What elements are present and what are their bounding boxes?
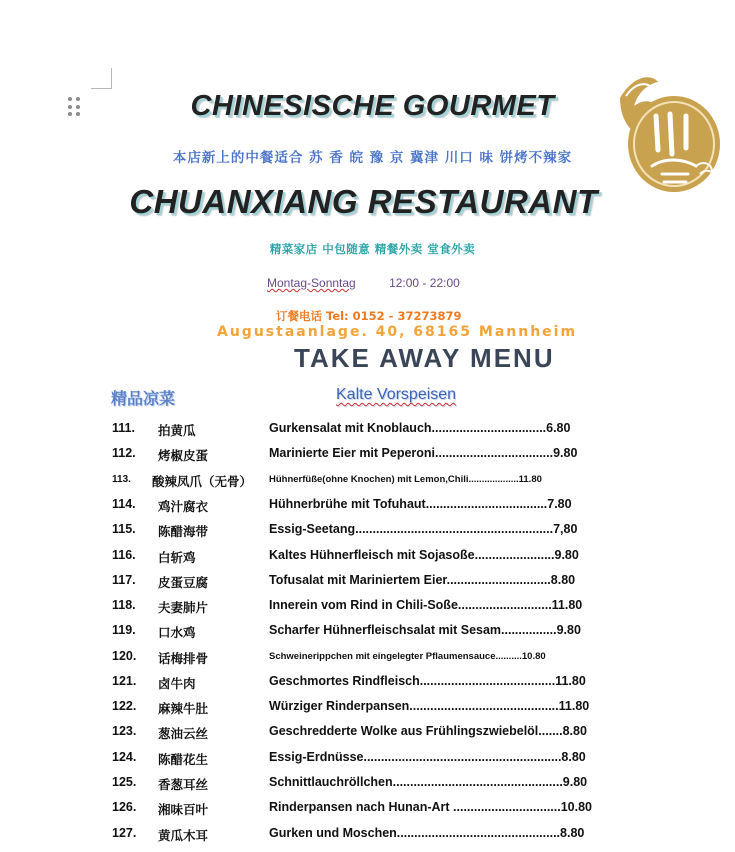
- menu-item: [0, 775, 735, 797]
- item-name-chinese: 鸡汁腐衣: [158, 499, 209, 514]
- item-name-chinese: 烤椒皮蛋: [158, 448, 209, 463]
- item-number: 117.: [112, 573, 136, 587]
- item-number: 127.: [112, 826, 137, 840]
- section-title-chinese: 精品凉菜: [111, 389, 176, 408]
- item-name-chinese: 陈醋海带: [158, 524, 209, 539]
- chinese-services: 精菜家店 中包随意 精餐外卖 堂食外卖: [269, 242, 476, 256]
- item-name-german-price: Geschredderte Wolke aus Frühlingszwiebelöl.......8.80: [269, 724, 587, 738]
- menu-item: [0, 674, 735, 696]
- item-number: 115.: [112, 522, 136, 536]
- item-name-chinese: 陈醋花生: [158, 752, 209, 767]
- phone-number: 订餐电话 Tel: 0152 - 37273879: [276, 309, 462, 323]
- item-number: 118.: [112, 598, 136, 612]
- menu-title: TAKE AWAY MENU: [294, 343, 555, 373]
- item-name-chinese: 酸辣凤爪（无骨）: [152, 474, 253, 489]
- item-name-german-price: Rinderpansen nach Hunan-Art ...............................10.80: [269, 800, 592, 814]
- item-number: 124.: [112, 750, 137, 764]
- chinese-slogan: 本店新上的中餐适合 苏 香 皖 豫 京 冀津 川口 味 饼烤不辣家: [172, 150, 573, 166]
- menu-item: [0, 598, 735, 620]
- item-number: 126.: [112, 800, 137, 814]
- menu-item: [0, 750, 735, 772]
- item-name-german-price: Geschmortes Rindfleisch.......................................11.80: [269, 674, 586, 688]
- menu-item: [0, 497, 735, 519]
- item-number: 112.: [112, 446, 136, 460]
- item-number: 116.: [112, 548, 136, 562]
- item-name-chinese: 湘味百叶: [158, 802, 209, 817]
- menu-item: [0, 522, 735, 544]
- page-corner-mark: [91, 68, 112, 89]
- opening-hours: [267, 276, 460, 290]
- item-name-german-price: Gurken und Moschen...............................................8.80: [269, 826, 585, 840]
- item-number: 111.: [112, 421, 135, 435]
- menu-item: [0, 573, 735, 595]
- title-chinesische-gourmet: CHINESISCHE GOURMET: [190, 90, 555, 122]
- item-number: 119.: [112, 623, 136, 637]
- item-number: 123.: [112, 724, 137, 738]
- item-name-german-price: Schweinerippchen mit eingelegter Pflaumensauce..........10.80: [269, 651, 546, 662]
- item-name-german-price: Essig-Erdnüsse.........................................................8.80: [269, 750, 586, 764]
- item-number: 122.: [112, 699, 137, 713]
- menu-item: [0, 699, 735, 721]
- item-name-chinese: 拍黄瓜: [158, 423, 196, 438]
- item-name-chinese: 卤牛肉: [158, 676, 196, 691]
- item-number: 121.: [112, 674, 137, 688]
- item-name-german-price: Hühnerfüße(ohne Knochen) mit Lemon,Chili...................11.80: [269, 474, 542, 485]
- menu-item: [0, 826, 735, 848]
- opening-time: 12:00 - 22:00: [389, 276, 460, 290]
- item-name-chinese: 话梅排骨: [158, 651, 209, 666]
- opening-days: Montag-Sonntag: [267, 276, 356, 290]
- item-name-german-price: Scharfer Hühnerfleischsalat mit Sesam................9.80: [269, 623, 581, 637]
- item-name-german-price: Kaltes Hühnerfleisch mit Sojasoße.......................9.80: [269, 548, 579, 562]
- item-name-chinese: 香葱耳丝: [158, 777, 209, 792]
- menu-item: [0, 724, 735, 746]
- item-name-chinese: 夫妻肺片: [158, 600, 209, 615]
- chuanxiang-logo-icon: [612, 70, 722, 198]
- item-name-chinese: 麻辣牛肚: [158, 701, 209, 716]
- address: Augustaanlage. 40, 68165 Mannheim: [217, 324, 578, 340]
- item-name-german-price: Hühnerbrühe mit Tofuhaut...................................7.80: [269, 497, 572, 511]
- item-name-german-price: Gurkensalat mit Knoblauch.................................6.80: [269, 421, 571, 435]
- item-name-chinese: 葱油云丝: [158, 726, 209, 741]
- menu-item: [0, 800, 735, 822]
- menu-item: [0, 649, 735, 671]
- item-name-chinese: 黄瓜木耳: [158, 828, 209, 843]
- menu-item: [0, 548, 735, 570]
- menu-item: [0, 472, 735, 494]
- item-name-german-price: Innerein vom Rind in Chili-Soße...........................11.80: [269, 598, 583, 612]
- menu-item: [0, 623, 735, 645]
- item-name-chinese: 口水鸡: [158, 625, 196, 640]
- item-name-german-price: Marinierte Eier mit Peperoni..................................9.80: [269, 446, 578, 460]
- item-name-german-price: Essig-Seetang.........................................................7,80: [269, 522, 578, 536]
- item-name-german-price: Schnittlauchröllchen.................................................9.80: [269, 775, 588, 789]
- menu-item: [0, 446, 735, 468]
- section-title-german: Kalte Vorspeisen: [336, 386, 457, 403]
- item-name-chinese: 白斩鸡: [158, 550, 196, 565]
- menu-item: [0, 421, 735, 443]
- restaurant-name: CHUANXIANG RESTAURANT: [129, 183, 598, 220]
- item-name-german-price: Tofusalat mit Mariniertem Eier..............................8.80: [269, 573, 576, 587]
- item-number: 114.: [112, 497, 136, 511]
- item-name-chinese: 皮蛋豆腐: [158, 575, 209, 590]
- item-number: 113.: [112, 474, 131, 485]
- item-number: 120.: [112, 649, 137, 663]
- item-name-german-price: Würziger Rinderpansen...........................................11.80: [269, 699, 590, 713]
- item-number: 125.: [112, 775, 137, 789]
